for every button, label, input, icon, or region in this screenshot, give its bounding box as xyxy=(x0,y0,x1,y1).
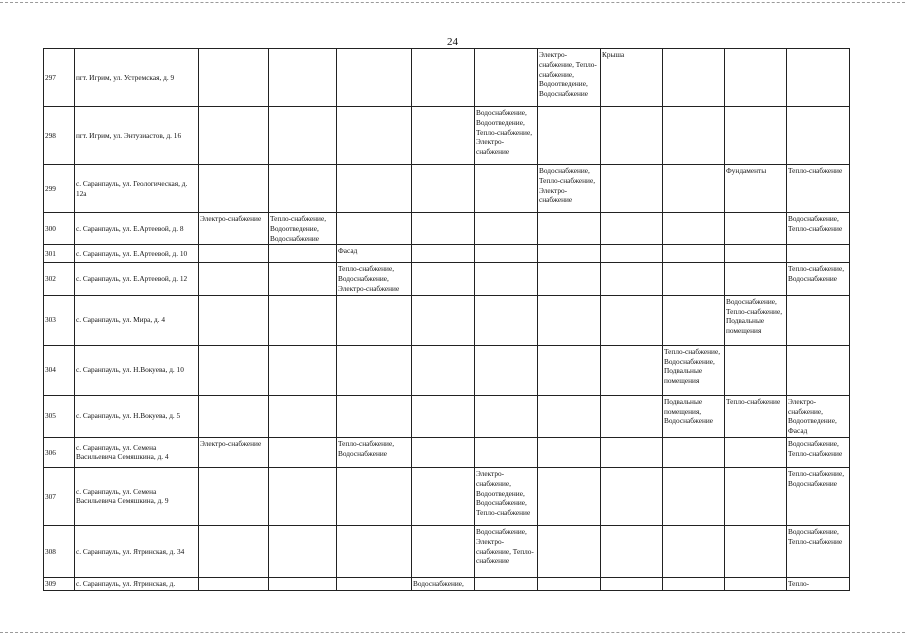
work-cell-3 xyxy=(337,525,412,577)
work-cell-1 xyxy=(199,395,269,437)
work-cell-3 xyxy=(337,577,412,590)
work-cell-1 xyxy=(199,263,269,295)
work-cell-9 xyxy=(725,107,787,165)
address-cell: пгт. Игрим, ул. Энтузиастов, д. 16 xyxy=(75,107,199,165)
table-row xyxy=(44,525,850,577)
row-number: 303 xyxy=(44,295,75,345)
work-cell-7 xyxy=(601,107,663,165)
work-cell-8 xyxy=(663,263,725,295)
work-cell-4 xyxy=(412,525,475,577)
work-cell-3: Фасад xyxy=(337,245,412,263)
work-cell-6 xyxy=(538,577,601,590)
address-cell: с. Саранпауль, ул. Е.Артеевой, д. 8 xyxy=(75,213,199,245)
work-cell-9 xyxy=(725,49,787,107)
work-cell-6: Водоснабжение, Тепло-снабжение, Электро-снабжение xyxy=(538,165,601,213)
work-cell-1: Электро-снабжение xyxy=(199,213,269,245)
address-cell: пгт. Игрим, ул. Устремская, д. 9 xyxy=(75,49,199,107)
work-cell-5 xyxy=(475,263,538,295)
work-cell-4 xyxy=(412,49,475,107)
work-cell-10: Водоснабжение, Тепло-снабжение xyxy=(787,213,850,245)
work-cell-2: Тепло-снабжение, Водоотведение, Водоснабжение xyxy=(269,213,337,245)
address-cell: с. Саранпауль, ул. Ятринская, д. xyxy=(75,577,199,590)
work-cell-2 xyxy=(269,107,337,165)
work-cell-5 xyxy=(475,295,538,345)
work-cell-10 xyxy=(787,295,850,345)
page-number: 24 xyxy=(447,36,458,48)
work-cell-6 xyxy=(538,345,601,395)
address-cell: с. Саранпауль, ул. Мира, д. 4 xyxy=(75,295,199,345)
work-cell-8 xyxy=(663,295,725,345)
table-row xyxy=(44,295,850,345)
row-number: 300 xyxy=(44,213,75,245)
address-cell: с. Саранпауль, ул. Семена Васильевича Семяшкина, д. 9 xyxy=(75,467,199,525)
work-cell-9 xyxy=(725,467,787,525)
work-cell-7 xyxy=(601,467,663,525)
work-cell-3 xyxy=(337,395,412,437)
work-cell-6 xyxy=(538,467,601,525)
work-cell-8: Тепло-снабжение, Водоснабжение, Подвальные помещения xyxy=(663,345,725,395)
repair-schedule-table xyxy=(43,48,850,591)
work-cell-9 xyxy=(725,437,787,467)
row-number: 309 xyxy=(44,577,75,590)
top-scan-edge xyxy=(0,2,905,3)
work-cell-7 xyxy=(601,213,663,245)
work-cell-6 xyxy=(538,525,601,577)
work-cell-5: Водоснабжение, Электро-снабжение, Тепло-снабжение xyxy=(475,525,538,577)
work-cell-2 xyxy=(269,345,337,395)
work-cell-4 xyxy=(412,165,475,213)
work-cell-9 xyxy=(725,525,787,577)
work-cell-2 xyxy=(269,165,337,213)
work-cell-2 xyxy=(269,295,337,345)
table-row xyxy=(44,165,850,213)
work-cell-2 xyxy=(269,577,337,590)
work-cell-7 xyxy=(601,295,663,345)
work-cell-7 xyxy=(601,345,663,395)
work-cell-1 xyxy=(199,345,269,395)
work-cell-7 xyxy=(601,525,663,577)
work-cell-10 xyxy=(787,245,850,263)
work-cell-2 xyxy=(269,525,337,577)
work-cell-10: Электро-снабжение, Водоотведение, Фасад xyxy=(787,395,850,437)
work-cell-2 xyxy=(269,263,337,295)
work-cell-8: Подвальные помещения, Водоснабжение xyxy=(663,395,725,437)
work-cell-4 xyxy=(412,345,475,395)
work-cell-1 xyxy=(199,245,269,263)
work-cell-6: Электро-снабжение, Тепло-снабжение, Водоотведение, Водоснабжение xyxy=(538,49,601,107)
table-row xyxy=(44,467,850,525)
work-cell-10: Тепло- xyxy=(787,577,850,590)
work-cell-5 xyxy=(475,437,538,467)
work-cell-10 xyxy=(787,107,850,165)
work-cell-1 xyxy=(199,49,269,107)
work-cell-5 xyxy=(475,395,538,437)
address-cell: с. Саранпауль, ул. Н.Вокуева, д. 5 xyxy=(75,395,199,437)
work-cell-4 xyxy=(412,395,475,437)
work-cell-8 xyxy=(663,577,725,590)
work-cell-7 xyxy=(601,577,663,590)
work-cell-6 xyxy=(538,263,601,295)
work-cell-4 xyxy=(412,263,475,295)
work-cell-3: Тепло-снабжение, Водоснабжение xyxy=(337,437,412,467)
work-cell-7 xyxy=(601,263,663,295)
work-cell-10: Тепло-снабжение, Водоснабжение xyxy=(787,263,850,295)
work-cell-8 xyxy=(663,213,725,245)
work-cell-8 xyxy=(663,49,725,107)
work-cell-7 xyxy=(601,395,663,437)
work-cell-6 xyxy=(538,213,601,245)
work-cell-4 xyxy=(412,107,475,165)
work-cell-4: Водоснабжение, xyxy=(412,577,475,590)
work-cell-9: Фундаменты xyxy=(725,165,787,213)
work-cell-4 xyxy=(412,295,475,345)
work-cell-5 xyxy=(475,345,538,395)
work-cell-7 xyxy=(601,245,663,263)
address-cell: с. Саранпауль, ул. Е.Артеевой, д. 10 xyxy=(75,245,199,263)
work-cell-10: Водоснабжение, Тепло-снабжение xyxy=(787,437,850,467)
work-cell-9 xyxy=(725,263,787,295)
work-cell-3 xyxy=(337,165,412,213)
work-cell-1 xyxy=(199,165,269,213)
row-number: 297 xyxy=(44,49,75,107)
work-cell-9: Тепло-снабжение xyxy=(725,395,787,437)
work-cell-3: Тепло-снабжение, Водоснабжение, Электро-снабжение xyxy=(337,263,412,295)
row-number: 305 xyxy=(44,395,75,437)
table-row xyxy=(44,245,850,263)
work-cell-3 xyxy=(337,49,412,107)
work-cell-4 xyxy=(412,467,475,525)
work-cell-8 xyxy=(663,165,725,213)
work-cell-2 xyxy=(269,437,337,467)
work-cell-4 xyxy=(412,245,475,263)
work-cell-9 xyxy=(725,577,787,590)
work-cell-8 xyxy=(663,245,725,263)
address-cell: с. Саранпауль, ул. Ятринская, д. 34 xyxy=(75,525,199,577)
work-cell-10 xyxy=(787,49,850,107)
work-cell-2 xyxy=(269,49,337,107)
work-cell-5 xyxy=(475,165,538,213)
table-row xyxy=(44,107,850,165)
address-cell: с. Саранпауль, ул. Н.Вокуева, д. 10 xyxy=(75,345,199,395)
row-number: 308 xyxy=(44,525,75,577)
work-cell-4 xyxy=(412,437,475,467)
work-cell-1 xyxy=(199,107,269,165)
work-cell-3 xyxy=(337,345,412,395)
work-cell-1 xyxy=(199,525,269,577)
work-cell-5 xyxy=(475,49,538,107)
work-cell-9: Водоснабжение, Тепло-снабжение, Подвальные помещения xyxy=(725,295,787,345)
work-cell-5: Электро-снабжение, Водоотведение, Водоснабжение, Тепло-снабжение xyxy=(475,467,538,525)
work-cell-6 xyxy=(538,295,601,345)
work-cell-8 xyxy=(663,525,725,577)
work-cell-7 xyxy=(601,165,663,213)
work-cell-8 xyxy=(663,107,725,165)
work-cell-2 xyxy=(269,245,337,263)
work-cell-5 xyxy=(475,577,538,590)
work-cell-1 xyxy=(199,295,269,345)
work-cell-6 xyxy=(538,245,601,263)
work-cell-7: Крыша xyxy=(601,49,663,107)
table-row xyxy=(44,577,850,590)
work-cell-7 xyxy=(601,437,663,467)
work-cell-5 xyxy=(475,213,538,245)
bottom-scan-edge xyxy=(0,632,905,633)
table-row xyxy=(44,437,850,467)
table-row xyxy=(44,263,850,295)
row-number: 298 xyxy=(44,107,75,165)
work-cell-1 xyxy=(199,467,269,525)
address-cell: с. Саранпауль, ул. Семена Васильевича Семяшкина, д. 4 xyxy=(75,437,199,467)
work-cell-1: Электро-снабжение xyxy=(199,437,269,467)
work-cell-5 xyxy=(475,245,538,263)
work-cell-6 xyxy=(538,437,601,467)
work-cell-6 xyxy=(538,107,601,165)
table-row xyxy=(44,395,850,437)
work-cell-3 xyxy=(337,295,412,345)
work-cell-3 xyxy=(337,467,412,525)
work-cell-9 xyxy=(725,245,787,263)
work-cell-2 xyxy=(269,395,337,437)
work-cell-8 xyxy=(663,437,725,467)
row-number: 304 xyxy=(44,345,75,395)
row-number: 302 xyxy=(44,263,75,295)
row-number: 307 xyxy=(44,467,75,525)
work-cell-3 xyxy=(337,107,412,165)
table-row xyxy=(44,49,850,107)
work-cell-6 xyxy=(538,395,601,437)
table-row xyxy=(44,213,850,245)
address-cell: с. Саранпауль, ул. Геологическая, д. 12а xyxy=(75,165,199,213)
work-cell-10: Тепло-снабжение xyxy=(787,165,850,213)
table-row xyxy=(44,345,850,395)
row-number: 301 xyxy=(44,245,75,263)
work-cell-2 xyxy=(269,467,337,525)
work-cell-1 xyxy=(199,577,269,590)
work-cell-9 xyxy=(725,213,787,245)
work-cell-4 xyxy=(412,213,475,245)
work-cell-3 xyxy=(337,213,412,245)
work-cell-10 xyxy=(787,345,850,395)
work-cell-9 xyxy=(725,345,787,395)
row-number: 299 xyxy=(44,165,75,213)
work-cell-10: Тепло-снабжение, Водоснабжение xyxy=(787,467,850,525)
row-number: 306 xyxy=(44,437,75,467)
work-cell-10: Водоснабжение, Тепло-снабжение xyxy=(787,525,850,577)
work-cell-8 xyxy=(663,467,725,525)
work-cell-5: Водоснабжение, Водоотведение, Тепло-снабжение, Электро-снабжение xyxy=(475,107,538,165)
address-cell: с. Саранпауль, ул. Е.Артеевой, д. 12 xyxy=(75,263,199,295)
